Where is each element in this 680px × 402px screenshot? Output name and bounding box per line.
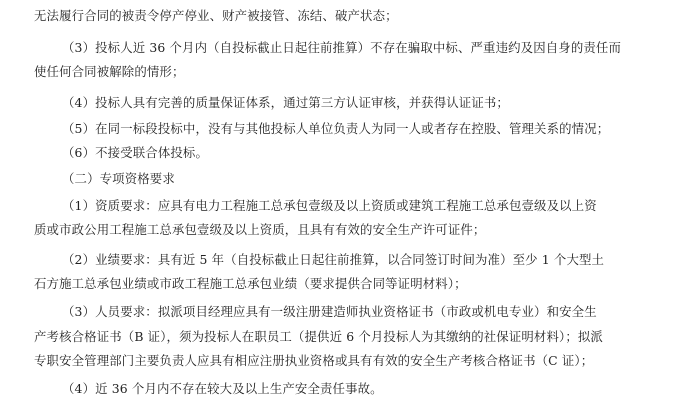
- text-line-5: （5）在同一标段投标中，没有与其他投标人单位负责人为同一人或者存在控股、管理关系的情况；: [62, 121, 610, 136]
- text-line-8: （1）资质要求：应具有电力工程施工总承包壹级及以上资质或建筑工程施工总承包壹级及以上资: [62, 198, 597, 213]
- text-line-4: （4）投标人具有完善的质量保证体系，通过第三方认证审核，并获得认证证书；: [62, 95, 509, 110]
- text-line-12: （3）人员要求：拟派项目经理应具有一级注册建造师执业资格证书（市政或机电专业）和安全生: [62, 304, 597, 319]
- text-line-11: 石方施工总承包业绩或市政工程施工总承包业绩（要求提供合同等证明材料）；: [34, 276, 467, 291]
- text-line-15: （4）近 36 个月内不存在较大及以上生产安全责任事故。: [62, 381, 383, 396]
- text-line-9: 质或市政公用工程施工总承包壹级及以上资质，且具有有效的安全生产许可证件；: [34, 222, 486, 237]
- text-line-1: 无法履行合同的被责令停产停业、财产被接管、冻结、破产状态；: [34, 8, 398, 23]
- text-line-13: 产考核合格证书（B 证），须为投标人在职员工（提供近 6 个月投标人为其缴纳的社保证明材料）；拟派: [34, 329, 603, 344]
- text-line-10: （2）业绩要求：具有近 5 年（自投标截止日起往前推算，以合同签订时间为准）至少 1 个大型土: [62, 252, 605, 267]
- section-heading: （二）专项资格要求: [62, 171, 175, 186]
- text-line-2: （3）投标人近 36 个月内（自投标截止日起往前推算）不存在骗取中标、严重违约及因自身的责任而: [62, 40, 621, 55]
- text-line-3: 使任何合同被解除的情形；: [34, 64, 185, 79]
- text-line-14: 专职安全管理部门主要负责人应具有相应注册执业资格或具有有效的安全生产考核合格证书（C 证）；: [34, 353, 594, 368]
- text-line-6: （6）不接受联合体投标。: [62, 145, 208, 160]
